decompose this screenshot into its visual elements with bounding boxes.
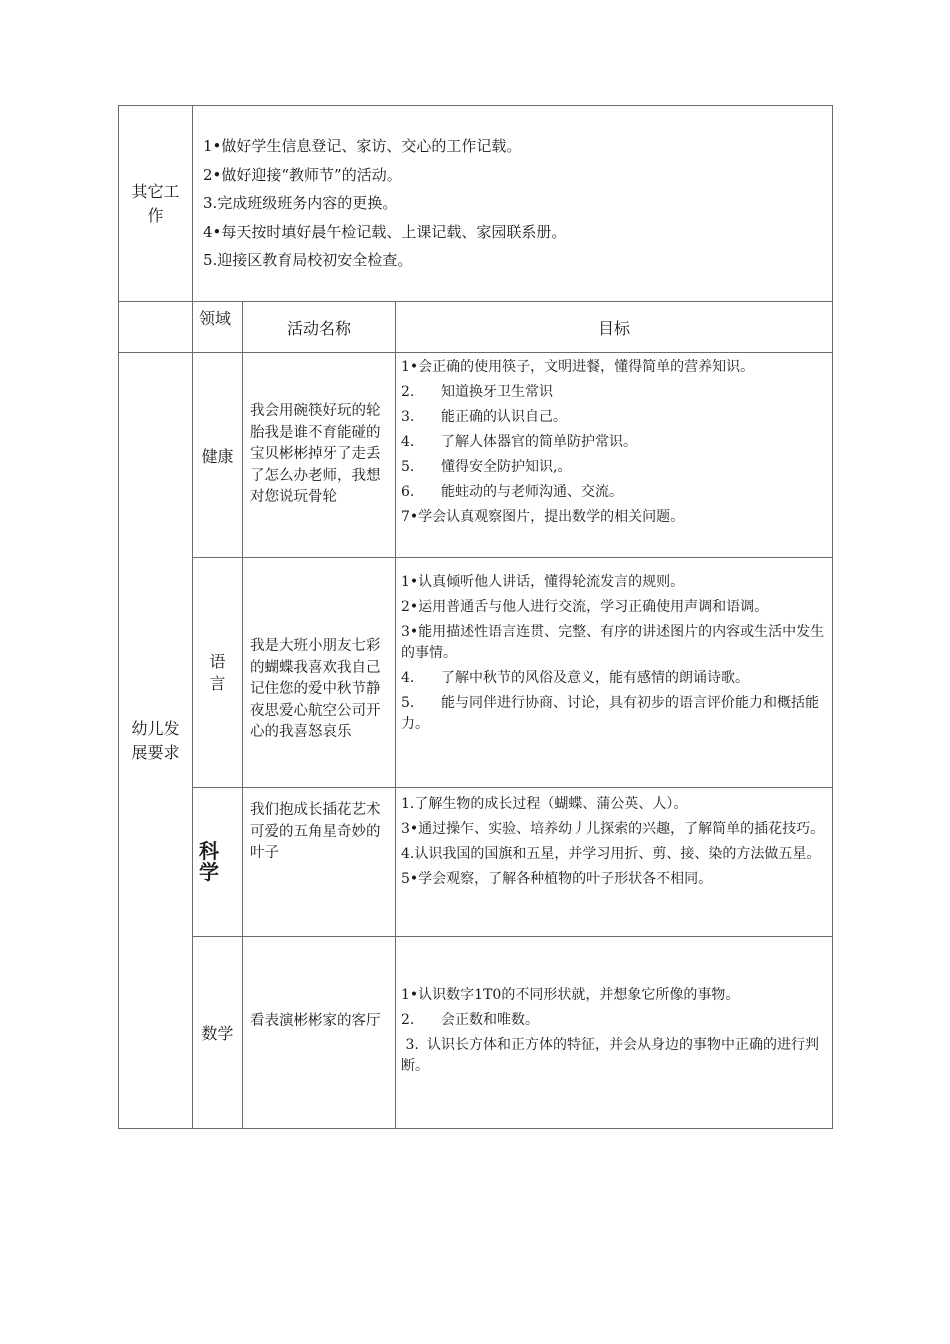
math-activities: 看表演彬彬家的客厅 xyxy=(243,937,396,1129)
goal-item: 3•通过操乍、实验、培养幼丿儿探索的兴趣，了解简单的插花技巧。 xyxy=(401,821,825,837)
goal-item: 3•能用描述性语言连贯、完整、有序的讲述图片的内容或生活中发生的事情。 xyxy=(401,624,825,661)
other-work-label-line2: 作 xyxy=(147,205,164,225)
goal-item: 1.了解生物的成长过程（蝴蝶、蒲公英、人）。 xyxy=(401,796,688,812)
science-goals xyxy=(396,788,833,937)
language-activities: 我是大班小朋友七彩的蝴蝶我喜欢我自己记住您的爱中秋节静夜思爱心航空公司开心的我喜怒哀乐 xyxy=(243,558,396,788)
language-domain-char: 语 xyxy=(209,651,226,671)
science-domain xyxy=(193,788,243,937)
goal-item: 2. 知道换牙卫生常识 xyxy=(401,384,553,400)
goal-item: 3. 认识长方体和正方体的特征，并会从身边的事物中正确的进行判断。 xyxy=(401,1037,819,1074)
language-domain xyxy=(193,558,243,788)
header-activity-name: 活动名称 xyxy=(243,302,396,353)
other-work-label xyxy=(119,106,193,302)
math-domain: 数学 xyxy=(193,937,243,1129)
science-activities: 我们抱成长插花艺术可爱的五角星奇妙的叶子 xyxy=(243,788,396,937)
goal-item: 2. 会正数和唯数。 xyxy=(401,1012,539,1028)
science-row xyxy=(119,788,833,937)
goal-item: 6. 能蛀动的与老师沟通、交流。 xyxy=(401,484,623,500)
goal-item: 4. 了解人体器官的简单防护常识。 xyxy=(401,434,637,450)
language-goals xyxy=(396,558,833,788)
health-domain: 健康 xyxy=(193,353,243,558)
other-work-row xyxy=(119,106,833,302)
goal-item: 4.认识我国的国旗和五星，并学习用折、剪、接、染的方法做五星。 xyxy=(401,846,821,862)
goal-item: 5. 能与同伴进行协商、讨论，具有初步的语言评价能力和概括能力。 xyxy=(401,695,819,732)
goal-item: 3. 能正确的认识自己。 xyxy=(401,409,567,425)
science-domain-char: 学 xyxy=(199,860,219,884)
language-row xyxy=(119,558,833,788)
science-domain-char: 科 xyxy=(199,839,219,863)
other-work-item: 5.迎接区教育局校初安全检查。 xyxy=(203,251,413,269)
goal-item: 5. 懂得安全防护知识,。 xyxy=(401,459,572,475)
health-activities: 我会用碗筷好玩的轮胎我是谁不育能碰的宝贝彬彬掉牙了走丢了怎么办老师，我想对您说玩骨轮 xyxy=(243,353,396,558)
other-work-label-line1: 其它工 xyxy=(131,181,180,201)
other-work-item: 2•做好迎接“教师节”的活动。 xyxy=(203,165,402,184)
header-blank-cell xyxy=(119,302,193,353)
goal-item: 1•会正确的使用筷子，文明进餐，懂得简单的营养知识。 xyxy=(401,359,755,375)
math-goals xyxy=(396,937,833,1129)
other-work-item: 4•每天按时填好晨午检记载、上课记载、家园联系册。 xyxy=(203,222,567,241)
development-label-line1: 幼儿发 xyxy=(131,718,180,738)
other-work-item: 1•做好学生信息登记、家访、交心的工作记载。 xyxy=(203,137,522,155)
header-row xyxy=(119,302,833,353)
header-domain: 领域 xyxy=(193,302,243,353)
development-label xyxy=(119,353,193,1129)
goal-item: 7•学会认真观察图片，提出数学的相关问题。 xyxy=(401,509,685,525)
health-goals xyxy=(396,353,833,558)
math-row xyxy=(119,937,833,1129)
health-row xyxy=(119,353,833,558)
goal-item: 1•认识数字1T0的不同形状就，并想象它所像的事物。 xyxy=(401,987,740,1003)
development-label-line2: 展要求 xyxy=(131,742,180,762)
header-goal: 目标 xyxy=(396,302,833,353)
goal-item: 1•认真倾听他人讲话，懂得轮流发言的规则。 xyxy=(401,574,685,590)
goal-item: 4. 了解中秋节的风俗及意义，能有感情的朗诵诗歌。 xyxy=(401,670,749,686)
goal-item: 5•学会观察，了解各种植物的叶子形状各不相同。 xyxy=(401,871,713,887)
other-work-item: 3.完成班级班务内容的更换。 xyxy=(203,194,398,212)
goal-item: 2•运用普通舌与他人进行交流，学习正确使用声调和语调。 xyxy=(401,599,769,615)
other-work-items xyxy=(193,106,833,302)
language-domain-char: 言 xyxy=(209,673,226,693)
plan-table xyxy=(118,105,833,1129)
